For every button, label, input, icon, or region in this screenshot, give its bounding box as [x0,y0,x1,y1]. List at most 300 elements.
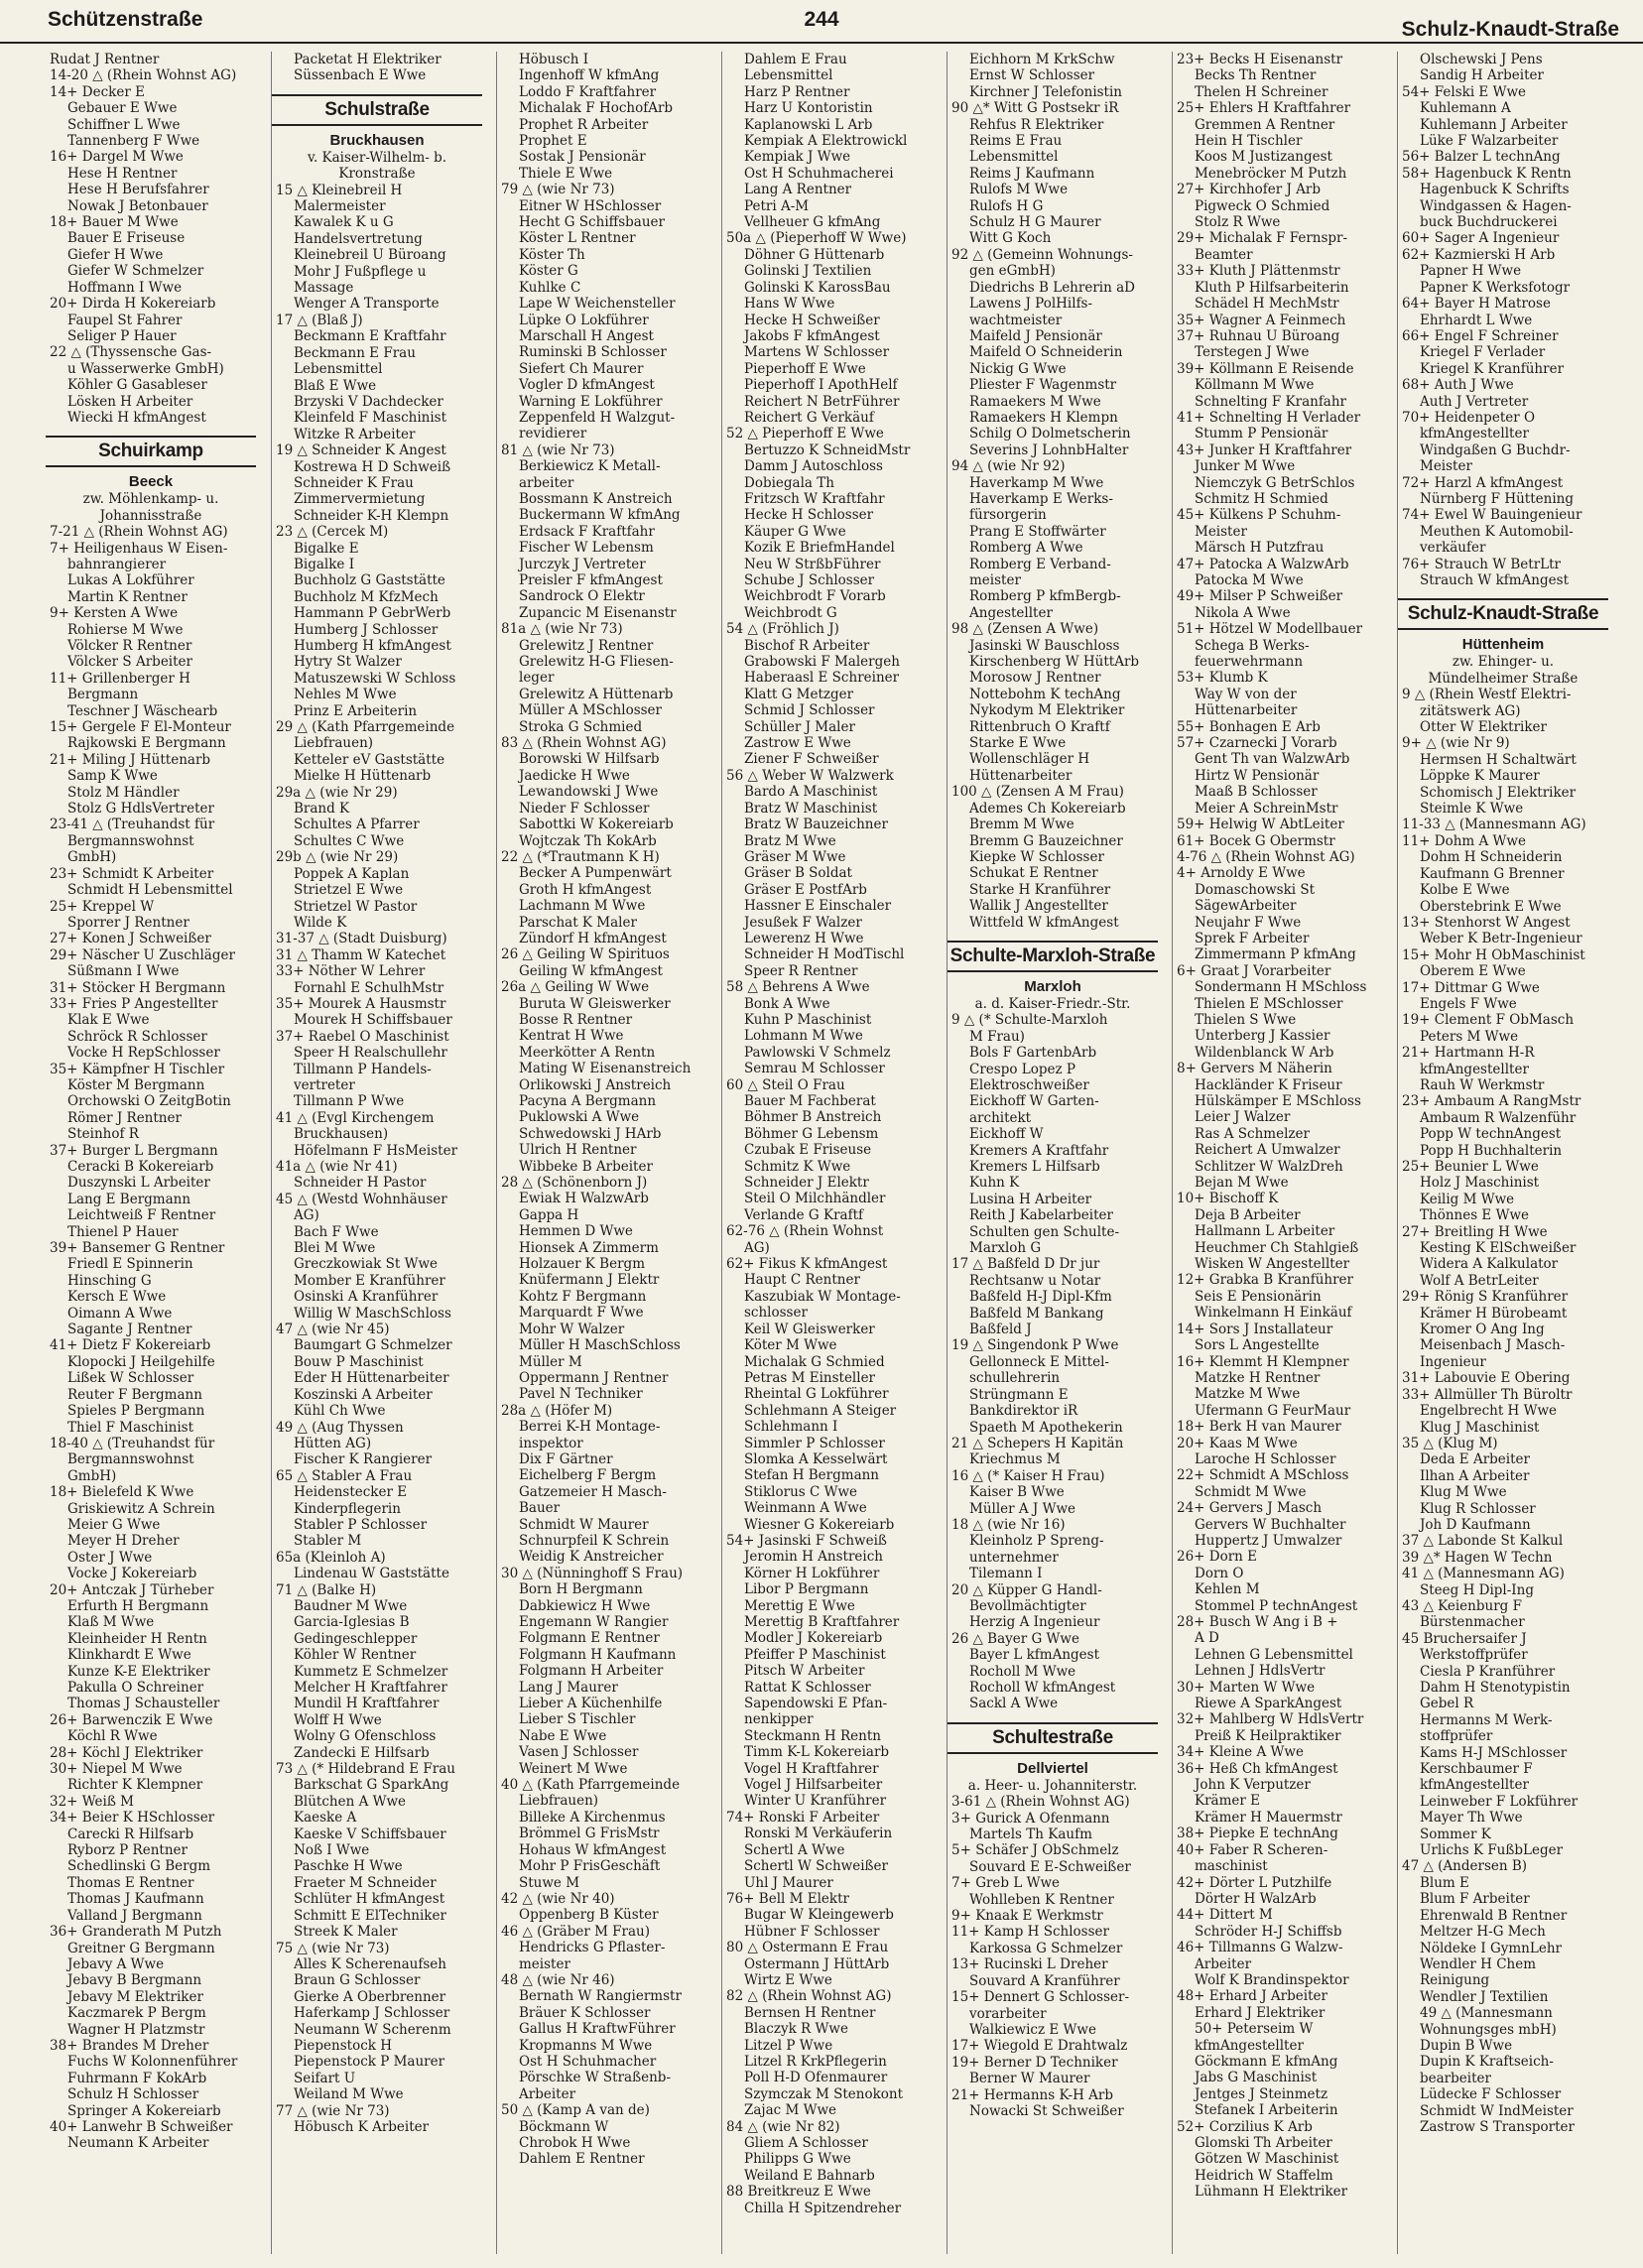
resident-entry: Kuhn P Maschinist [744,1011,872,1028]
resident-entry: Kirchner J Telefonistin [969,83,1122,100]
house-number-entry: 79 △ (wie Nr 73) [501,182,615,198]
resident-entry: Weiland E Bahnarb [744,2167,875,2184]
house-number-entry: 18+ Berk H van Maurer [1177,1419,1341,1436]
resident-entry: Steimle K Wwe [1420,801,1524,818]
resident-entry: Schröck R Schlosser [67,1028,207,1045]
resident-entry: Schmitz H Schmied [1195,490,1328,507]
resident-entry: Michalak G Schmied [744,1353,885,1370]
resident-entry: Hirtz W Pensionär [1195,767,1320,784]
house-number-entry: 35+ Mourek A Hausmstr [276,995,446,1012]
resident-entry: Wirtz E Wwe [744,1971,832,1988]
resident-entry: Mayer Th Wwe [1420,1810,1523,1827]
resident-entry: Nottebohm K techAng [969,686,1121,702]
resident-entry: Lang J Maurer [519,1679,618,1696]
resident-entry: Ketteler eV Gaststätte [294,751,445,768]
resident-entry: Harz P Rentner [744,83,850,100]
resident-entry: Gräser B Soldat [744,865,852,882]
resident-entry: Schedlinski G Bergm [67,1858,211,1875]
house-number-entry: 25+ Ehlers H Kraftfahrer [1177,100,1351,117]
resident-entry: Nickig G Wwe [969,360,1067,377]
resident-entry: Fuchs W Kolonnenführer [67,2054,238,2071]
resident-entry: Müller A MSchlosser [519,702,662,719]
resident-entry: Bosse R Rentner [519,1011,633,1028]
resident-entry: Schneider K-H Klempn [294,507,449,524]
house-number-entry: 82 △ (Rhein Wohnst AG) [726,1988,892,2005]
resident-entry: Junker M Wwe [1195,458,1296,475]
street-location-note: Johannisstraße [99,507,202,524]
resident-entry: 50+ Peterseim W [1195,2021,1314,2038]
resident-entry: Ziener F Schweißer [744,751,879,768]
resident-entry: Hein H Tischler [1195,133,1303,150]
house-number-entry: 19+ Berner D Techniker [951,2054,1118,2071]
resident-entry: Slomka A Kesselwärt [744,1450,888,1467]
resident-entry: Schnelting F Kranfahr [1195,393,1347,410]
resident-entry: Köster Th [519,246,585,263]
resident-entry: Karkossa G Schmelzer [969,1940,1123,1956]
resident-entry: Gebel R [1420,1696,1474,1712]
resident-entry: Kaczmarek P Bergm [67,2005,206,2022]
resident-entry: Bauer E Friseuse [67,230,186,247]
resident-entry: meister [969,572,1021,588]
resident-entry: Grelewitz A Hüttenarb [519,686,674,702]
house-number-entry: 23+ Ambaum A RangMstr [1402,1093,1581,1110]
resident-entry: AG) [294,1207,319,1224]
resident-entry: Köster M Bergmann [67,1076,205,1093]
resident-entry: Weiland M Wwe [294,2086,404,2103]
resident-entry: Wolf K Brandinspektor [1195,1971,1349,1988]
resident-entry: Hecke H Schweißer [744,312,880,328]
resident-entry: Spaeth M Apothekerin [969,1419,1123,1436]
house-number-entry: 33+ Allmüller Th Büroltr [1402,1386,1573,1403]
house-number-entry: 7+ Greb L Wwe [951,1875,1061,1892]
house-number-entry: 31+ Stöcker H Bergmann [50,979,226,996]
resident-entry: Mating W Eisenanstreich [519,1061,692,1077]
resident-entry: Kozik E BriefmHandel [744,540,895,557]
house-number-entry: 29+ Näscher U Zuschläger [50,946,235,963]
resident-entry: Oimann A Wwe [67,1305,173,1322]
house-number-entry: 15+ Mohr H ObMaschinist [1402,946,1585,963]
resident-entry: Kostrewa H D Schweiß [294,458,451,475]
resident-entry: Loddo F Kraftfahrer [519,83,657,100]
district-heading: Hüttenheim [1461,636,1545,654]
resident-entry: Eickhoff W Garten- [969,1093,1099,1110]
resident-entry: Litzel P Wwe [744,2037,833,2054]
resident-entry: Schertl A Wwe [744,1841,845,1858]
resident-entry: Bach F Wwe [294,1223,379,1240]
resident-entry: Rohierse M Wwe [67,621,184,638]
resident-entry: Vellheuer G kfmAng [744,214,881,231]
resident-entry: Fraeter M Schneider [294,1874,437,1891]
resident-entry: Kehlen M [1195,1581,1260,1598]
resident-entry: Ost H Schuhmacher [519,2053,657,2070]
resident-entry: Lühmann H Elektriker [1195,2184,1348,2201]
house-number-entry: 45+ Külkens P Schuhm- [1177,507,1341,524]
resident-entry: Wolff H Wwe [294,1711,382,1728]
resident-entry: Huppertz J Umwalzer [1195,1532,1342,1549]
resident-entry: Schlüter H kfmAngest [294,1891,445,1908]
house-number-entry: 9+ △ (wie Nr 9) [1402,735,1510,752]
resident-entry: Kuhn K [969,1175,1020,1192]
resident-entry: zitätswerk AG) [1420,702,1521,719]
resident-entry: Ramaekers H Klempn [969,409,1118,426]
house-number-entry: 29b △ (wie Nr 29) [276,849,399,866]
resident-entry: Giefer H Wwe [67,246,164,263]
resident-entry: Sandrock O Elektr [519,588,645,605]
house-number-entry: 4-76 △ (Rhein Wohnst AG) [1177,848,1355,865]
resident-entry: Seifart U [294,2070,356,2086]
resident-entry: Hüttenarbeiter [1195,702,1298,719]
house-number-entry: 17 △ (Blaß J) [276,312,363,328]
resident-entry: Jebavy B Bergmann [67,1972,202,1989]
resident-entry: Gervers W Buchhalter [1195,1516,1346,1533]
resident-entry: Pfeiffer P Maschinist [744,1646,886,1663]
resident-entry: Klaß M Wwe [67,1614,155,1631]
house-number-entry: 34+ Beier K HSchlosser [50,1810,215,1827]
resident-entry: Mohr W Walzer [519,1321,625,1337]
resident-entry: Sagante J Rentner [67,1322,192,1338]
resident-entry: Jaedicke H Wwe [519,767,630,784]
house-number-entry: 39+ Köllmann E Reisende [1177,360,1354,377]
resident-entry: Blaß E Wwe [294,377,377,394]
resident-entry: Vocke H RepSchlosser [67,1045,220,1062]
resident-entry: Bruckhausen) [294,1126,389,1143]
resident-entry: Ciesla P Kranführer [1420,1663,1556,1680]
resident-entry: Blum E [1420,1874,1469,1891]
house-number-entry: 98 △ (Zensen A Wwe) [951,621,1099,638]
resident-entry: Kleinholz P Spreng- [969,1533,1104,1550]
resident-entry: Vogel J Hilfsarbeiter [744,1777,883,1794]
resident-entry: Bremm M Wwe [969,817,1074,833]
resident-entry: Thelen H Schreiner [1195,83,1328,100]
resident-entry: Hassner E Einschaler [744,898,892,915]
house-number-entry: 3-61 △ (Rhein Wohnst AG) [951,1794,1130,1811]
resident-entry: Bonk A Wwe [744,995,830,1012]
resident-entry: Bevollmächtigter [969,1597,1086,1614]
resident-entry: Meister [1195,523,1247,540]
house-number-entry: 39+ Bansemer G Rentner [50,1240,225,1257]
resident-entry: Czubak E Friseuse [744,1142,872,1159]
resident-entry: Gellonneck E Mittel- [969,1353,1109,1370]
resident-entry: Kleinfeld F Maschinist [294,410,447,427]
resident-entry: Meier G Wwe [67,1516,161,1533]
resident-entry: leger [519,670,555,687]
house-number-entry: 30+ Marten W Wwe [1177,1679,1316,1696]
resident-entry: revidierer [519,426,587,442]
resident-entry: Gräser M Wwe [744,848,846,865]
resident-entry: Wohnungsges mbH) [1420,2021,1557,2038]
house-number-entry: 26 △ Bayer G Wwe [951,1630,1079,1647]
directory-column [721,52,933,2254]
resident-entry: Lebensmittel [294,361,383,378]
resident-entry: Stiklorus C Wwe [744,1483,858,1500]
resident-entry: M Frau) [969,1028,1025,1045]
resident-entry: Elektroschweißer [969,1076,1089,1093]
resident-entry: Witzke R Arbeiter [294,426,416,442]
house-number-entry: 28+ Köchl J Elektriker [50,1744,203,1761]
resident-entry: Pigweck O Schmied [1195,197,1330,214]
resident-entry: Fischer K Rangierer [294,1451,433,1468]
resident-entry: maschinist [1195,1858,1268,1875]
resident-entry: Liebfrauen) [294,735,374,752]
resident-entry: Rulofs H G [969,197,1044,214]
house-number-entry: 58+ Hagenbuck K Rentn [1402,165,1572,182]
resident-entry: Dobiegala Th [744,474,834,491]
resident-entry: Berner W Maurer [969,2071,1090,2087]
resident-entry: Vogel H Kraftfahrer [744,1760,879,1777]
resident-entry: Märsch H Putzfrau [1195,540,1325,557]
house-number-entry: 16 △ (* Kaiser H Frau) [951,1467,1105,1484]
resident-entry: Buchholz M KfzMech [294,588,439,605]
resident-entry: Lindenau W Gaststätte [294,1566,449,1582]
resident-entry: Krämer E [1195,1793,1260,1810]
resident-entry: Wollenschläger H [969,751,1090,768]
resident-entry: Lißek W Schlosser [67,1370,194,1387]
house-number-entry: 18 △ (wie Nr 16) [951,1516,1066,1533]
resident-entry: Kropmanns M Wwe [519,2037,653,2054]
resident-entry: Momber E Kranführer [294,1272,445,1289]
house-number-entry: 38+ Piepke E technAng [1177,1826,1338,1842]
resident-entry: Verlande G Kraftf [744,1206,864,1223]
resident-entry: Severins J LohnbHalter [969,441,1129,458]
resident-entry: Auth J Vertreter [1420,393,1529,410]
resident-entry: stoffprüfer [1420,1728,1493,1745]
resident-entry: Lehnen G Lebensmittel [1195,1646,1353,1663]
resident-entry: Wendler H Chem [1420,1955,1537,1972]
resident-entry: Ehrenwald B Rentner [1420,1907,1568,1924]
resident-entry: Martin K Rentner [67,588,188,605]
house-number-entry: 36+ Granderath M Putzh [50,1924,222,1941]
resident-entry: Reims E Frau [969,133,1063,150]
resident-entry: Höfelmann F HsMeister [294,1142,458,1159]
resident-entry: Faupel St Fahrer [67,312,183,328]
resident-entry: Angestellter [969,604,1053,621]
resident-entry: Dupin B Wwe [1420,2037,1513,2054]
house-number-entry: 26+ Barwenczik E Wwe [50,1711,213,1728]
resident-entry: Lusina H Arbeiter [969,1191,1092,1207]
house-number-entry: 39 △* Hagen W Techn [1402,1549,1553,1566]
resident-entry: Hendricks G Pflaster- [519,1940,666,1956]
house-number-entry: 30+ Niepel M Wwe [50,1761,183,1778]
resident-entry: Paschke H Wwe [294,1858,403,1875]
house-number-entry: 19 △ Schneider K Angest [276,442,446,459]
resident-entry: Kaeske A [294,1810,357,1827]
house-number-entry: 22+ Schmidt A MSchloss [1177,1467,1349,1484]
resident-entry: Körner H Lokführer [744,1565,880,1581]
resident-entry: Weichbrodt F Vorarb [744,588,886,605]
resident-entry: Meier A SchreinMstr [1195,800,1338,817]
house-number-entry: 29+ Michalak F Fernspr- [1177,230,1348,247]
resident-entry: Kaiser B Wwe [969,1484,1065,1501]
resident-entry: Kaufmann G Brenner [1420,865,1565,882]
house-number-entry: 17 △ Baßfeld D Dr jur [951,1256,1100,1273]
resident-entry: Sors L Angestellte [1195,1337,1320,1354]
resident-entry: Niemczyk G BetrSchlos [1195,474,1355,491]
house-number-entry: 72+ Harzl A kfmAngest [1402,474,1564,491]
resident-entry: Stolz R Wwe [1195,214,1281,231]
resident-entry: Schultes A Pfarrer [294,817,420,833]
resident-entry: John K Verputzer [1195,1777,1311,1794]
resident-entry: Kinderpflegerin [294,1500,401,1517]
resident-entry: Schröder H-J Schiffsb [1195,1923,1342,1940]
house-number-entry: 62-76 △ (Rhein Wohnst [726,1223,884,1240]
resident-entry: Rocholl W kfmAngest [969,1680,1116,1696]
house-number-entry: 43+ Junker H Kraftfahrer [1177,441,1352,458]
resident-entry: Jabs G Maschinist [1195,2070,1318,2086]
resident-entry: Bergmann [67,687,139,703]
house-number-entry: 88 Breitkreuz E Wwe [726,2184,871,2201]
resident-entry: Pliester F Wagenmstr [969,377,1117,394]
house-number-entry: 22 △ (*Trautmann K H) [501,848,660,865]
street-heading: Schulte-Marxloh-Straße [948,941,1158,972]
resident-entry: Jakobs F kfmAngest [744,327,880,344]
house-number-entry: 7-21 △ (Rhein Wohnst AG) [50,524,228,541]
house-number-entry: 41+ Dietz F Kokereiarb [50,1337,211,1354]
resident-entry: Lape W Weichensteller [519,296,676,313]
resident-entry: Sabottki W Kokereiarb [519,817,674,833]
resident-entry: Kesting K ElSchweißer [1420,1240,1577,1257]
street-location-note: Mündelheimer Straße [1428,670,1579,687]
resident-entry: Modler J Kokereiarb [744,1630,883,1647]
house-number-entry: 75 △ (wie Nr 73) [276,1940,390,1956]
house-number-entry: 54 △ (Fröhlich J) [726,621,839,638]
resident-entry: Geiling W kfmAngest [519,962,663,979]
resident-entry: Maifeld O Schneiderin [969,344,1123,361]
resident-entry: Dahm H Stenotypistin [1420,1680,1571,1696]
street-location-note: a. Heer- u. Johanniterstr. [967,1777,1138,1794]
resident-entry: Meltzer H-G Mech [1420,1924,1546,1941]
resident-entry: Rehfus R Elektriker [969,116,1104,133]
resident-entry: Bratz W Maschinist [744,800,878,817]
house-number-entry: 23+ Schmidt K Arbeiter [50,865,214,882]
resident-entry: Werkstoffprüfer [1420,1647,1528,1664]
resident-entry: Ceracki B Kokereiarb [67,1159,214,1175]
resident-entry: Popp H Buchhalterin [1420,1142,1563,1159]
resident-entry: Kunze K-E Elektriker [67,1663,210,1680]
house-number-entry: 37+ Raebel O Maschinist [276,1028,449,1045]
house-number-entry: 29 △ (Kath Pfarrgemeinde [276,719,455,736]
resident-entry: Schulten gen Schulte- [969,1223,1120,1240]
resident-entry: Reinigung [1420,1972,1490,1989]
resident-entry: Kempiak J Wwe [744,149,851,166]
resident-entry: Wendler J Textilien [1420,1988,1549,2005]
resident-entry: Reichert N BetrFührer [744,393,900,410]
resident-entry: Baßfeld H-J Dipl-Kfm [969,1289,1112,1306]
resident-entry: Richter K Klempner [67,1777,203,1794]
resident-entry: Gebauer E Wwe [67,100,178,117]
resident-entry: Böhmer G Lebensm [744,1125,879,1142]
house-number-entry: 50a △ (Pieperhoff W Wwe) [726,230,907,247]
resident-entry: Souvard E E-Schweißer [969,1858,1131,1875]
resident-entry: Schneider J Elektr [744,1175,869,1192]
house-number-entry: 18+ Bielefeld K Wwe [50,1484,194,1501]
resident-entry: Herzig A Ingenieur [969,1614,1100,1631]
resident-entry: Ambaum R Walzenführ [1420,1109,1577,1126]
resident-entry: Schneider K Frau [294,474,414,491]
resident-entry: Merettig E Wwe [744,1597,855,1614]
house-number-entry: 31-37 △ (Stadt Duisburg) [276,931,447,947]
resident-entry: Liebfrauen) [519,1793,599,1810]
house-number-entry: 20+ Dirda H Kokereiarb [50,296,216,313]
resident-entry: Baßfeld J [969,1322,1032,1338]
house-number-entry: 18+ Bauer M Wwe [50,214,179,231]
house-number-entry: 54+ Felski E Wwe [1402,83,1527,100]
resident-entry: Schlehmann I [744,1419,838,1436]
resident-entry: Blaczyk R Wwe [744,2021,848,2038]
district-heading: Bruckhausen [329,131,425,149]
directory-columns [46,52,1623,2254]
resident-entry: Sackl A Wwe [969,1696,1059,1712]
house-number-entry: 65a (Kleinloh A) [276,1549,386,1566]
resident-entry: Wolf A BetrLeiter [1420,1272,1539,1289]
resident-entry: Römer J Rentner [67,1109,182,1126]
resident-entry: Mohr P FrisGeschäft [519,1858,661,1875]
resident-entry: wachtmeister [969,312,1063,328]
resident-entry: kfmAngestellter [1420,1777,1529,1794]
resident-entry: Gent Th van WalzwArb [1195,751,1350,768]
resident-entry: Lüdecke F Schlosser [1420,2086,1562,2103]
house-number-entry: 46+ Tillmanns G Walzw- [1177,1940,1343,1956]
resident-entry: Bräuer K Schlosser [519,2004,651,2021]
resident-entry: Bardo A Maschinist [744,784,878,801]
resident-entry: Libor P Bergmann [744,1581,869,1598]
resident-entry: Garcia-Iglesias B [294,1614,410,1631]
resident-entry: Bürstenmacher [1420,1614,1525,1631]
resident-entry: Marschall H Angest [519,327,654,344]
resident-entry: Stabler P Schlosser [294,1516,428,1533]
resident-entry: Mourek H Schiffsbauer [294,1012,452,1029]
resident-entry: Engels F Wwe [1420,995,1517,1012]
resident-entry: Dix F Gärtner [519,1450,613,1467]
house-number-entry: 19+ Clement F ObMasch [1402,1012,1575,1029]
resident-entry: Spieles P Bergmann [67,1403,205,1420]
resident-entry: Zajac M Wwe [744,2102,837,2119]
house-number-entry: 11-33 △ (Mannesmann AG) [1402,817,1586,833]
resident-entry: Klug M Wwe [1420,1484,1507,1501]
resident-entry: Krämer H Bürobeamt [1420,1305,1568,1322]
resident-entry: Prophet E [519,133,587,150]
resident-entry: Höbusch I [519,52,589,67]
resident-entry: Weidig K Anstreicher [519,1549,664,1566]
house-number-entry: 54+ Jasinski F Schweiß [726,1532,887,1549]
resident-entry: Zündorf H kfmAngest [519,930,667,946]
resident-entry: Dorn O [1195,1565,1244,1581]
resident-entry: Strüngmann E [969,1386,1069,1403]
resident-entry: Lang A Rentner [744,182,852,198]
resident-entry: Ernst W Schlosser [969,67,1095,84]
street-heading: Schultestraße [948,1722,1158,1754]
house-number-entry: 27+ Kirchhofer J Arb [1177,182,1321,198]
resident-entry: Klug R Schlosser [1420,1500,1536,1517]
house-number-entry: 41a △ (wie Nr 41) [276,1159,398,1175]
resident-entry: Nöldeke I GymnLehr [1420,1940,1562,1956]
resident-entry: Sporrer J Rentner [67,914,190,931]
resident-entry: Harz U Kontoristin [744,100,873,117]
resident-entry: Rittenbruch O Kraftf [969,718,1110,735]
house-number-entry: 32+ Weiß M [50,1793,134,1810]
resident-entry: Weber K Betr-Ingenieur [1420,931,1582,947]
resident-entry: Beckmann E Kraftfahr [294,328,446,345]
resident-entry: Meisenbach J Masch- [1420,1337,1566,1354]
resident-entry: Rattat K Schlosser [744,1679,871,1696]
resident-entry: Willig W MaschSchloss [294,1305,451,1322]
resident-entry: Pacyna A Bergmann [519,1093,657,1109]
house-number-entry: 37 △ Labonde St Kalkul [1402,1533,1564,1550]
house-number-entry: 62+ Kazmierski H Arb [1402,246,1556,263]
resident-entry: Keilig M Wwe [1420,1191,1515,1207]
resident-entry: Thiele E Wwe [519,165,613,182]
resident-entry: Piepenstock H [294,2037,393,2054]
resident-entry: Born H Bergmann [519,1581,643,1598]
